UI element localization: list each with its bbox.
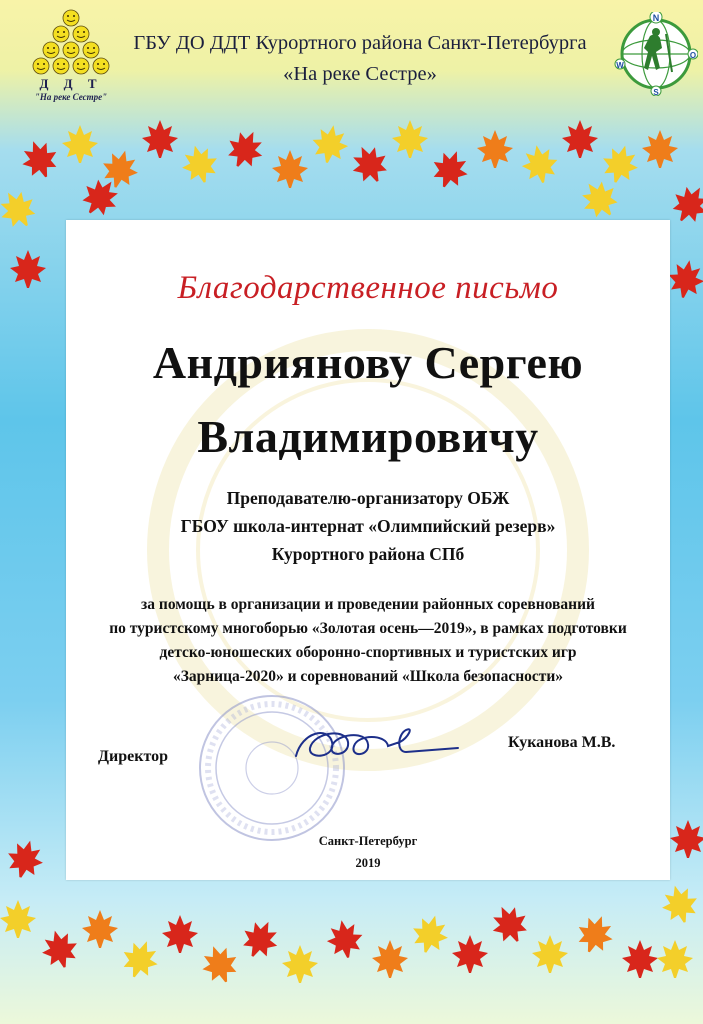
director-label: Директор <box>98 748 168 765</box>
organization-header <box>120 28 600 90</box>
recipient-position <box>66 484 670 568</box>
compass-north-letter: N <box>652 13 660 23</box>
compass-west-letter: W <box>616 61 624 70</box>
issue-year: 2019 <box>355 856 381 870</box>
org-subname: «На реке Сестре» <box>283 63 437 85</box>
org-name: ГБУ ДО ДДТ Курортного района Санкт-Петербурга <box>133 32 587 54</box>
ddt-logo <box>28 8 114 104</box>
position-line: Преподавателю-организатору ОБЖ <box>226 488 510 508</box>
tourism-compass-logo <box>614 12 698 96</box>
certificate-title: Благодарственное письмо <box>177 270 559 306</box>
reason-line: за помощь в организации и проведении районных соревнований <box>141 596 595 613</box>
logo-subcaption: "На реке Сестре" <box>34 92 108 102</box>
reason-line: по туристскому многоборью «Золотая осень—2019», в рамках подготовки <box>109 620 627 637</box>
issue-city: Санкт-Петербург <box>318 834 418 848</box>
director-name: Куканова М.В. <box>508 734 616 751</box>
gratitude-reason <box>66 593 670 689</box>
logo-caption: Д Д Т <box>39 76 103 91</box>
reason-line: «Зарница-2020» и соревнований «Школа безопасности» <box>172 668 564 685</box>
recipient-name-line1: Андриянову Сергею <box>152 337 584 388</box>
director-signature <box>288 712 488 772</box>
position-line: Курортного района СПб <box>271 544 465 564</box>
position-line: ГБОУ школа-интернат «Олимпийский резерв» <box>180 516 556 536</box>
compass-east-letter: O <box>689 51 697 60</box>
reason-line: детско-юношеских оборонно-спортивных и туристских игр <box>159 644 577 661</box>
recipient-name-line2: Владимировичу <box>197 411 539 462</box>
compass-south-letter: S <box>653 88 659 96</box>
issue-place-date <box>66 830 670 874</box>
certificate-panel <box>66 220 670 880</box>
